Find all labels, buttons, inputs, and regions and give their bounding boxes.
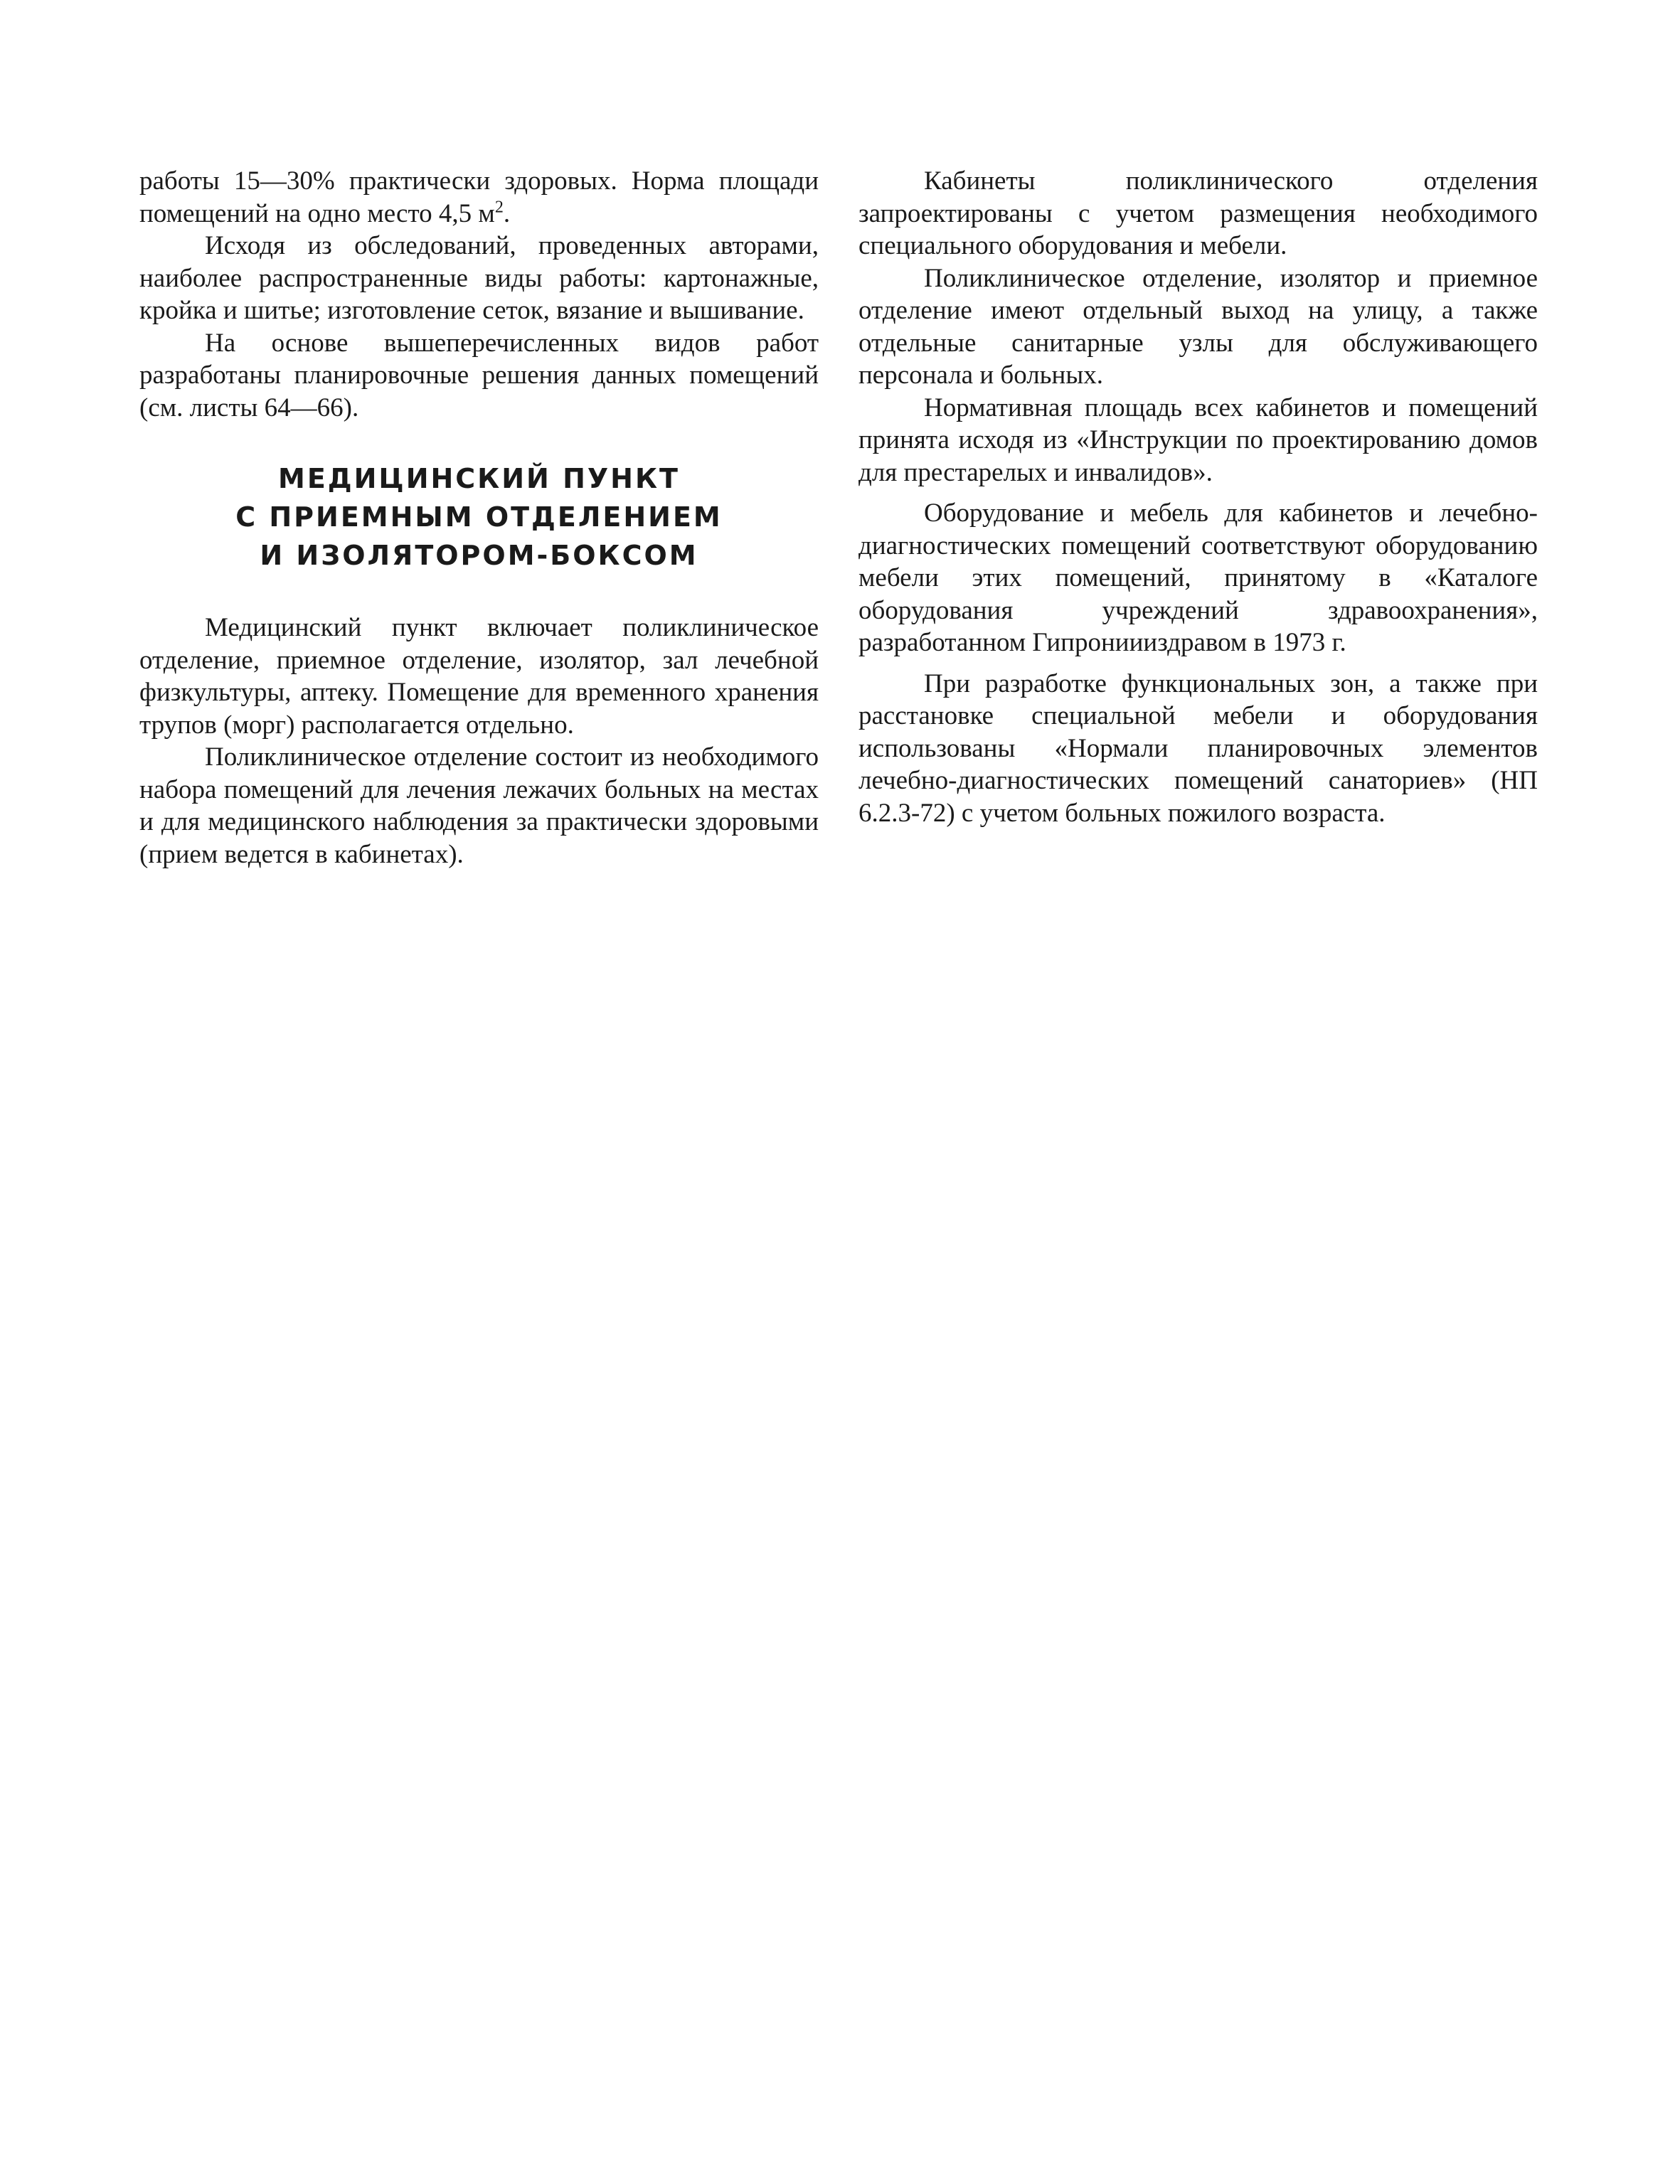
paragraph-normative-area: Нормативная площадь всех кабинетов и помещений принята исходя из «Инструкции по проектированию домов для престарелых и инвалидов». [858,393,1538,487]
left-column [139,165,819,870]
paragraph-work-types: Исходя из обследований, проведенных авторами, наиболее распространенные виды работы: картонажные, кройка и шитье; изготовление сеток, вязание и вышивание. [139,231,819,325]
paragraph-functional-zones: При разработке функциональных зон, а также при расстановке специальной мебели и оборудования использованы «Нормали планировочных элементов лечебно-диагностических помещений санаториев» (НП 6.2.3-72) с учетом больных пожилого возраста. [858,668,1538,828]
right-column [858,165,1538,829]
section-heading-line-3: И ИЗОЛЯТОРОМ-БОКСОМ [260,540,698,571]
paragraph-exits: Поликлиническое отделение, изолятор и приемное отделение имеют отдельный выход на улицу, а также отдельные санитарные узлы для обслуживающего персонала и больных. [858,263,1538,390]
section-heading-line-1: МЕДИЦИНСКИЙ ПУНКТ [278,463,680,494]
paragraph-planning-solutions: На основе вышеперечисленных видов работ разработаны планировочные решения данных помещений (см. листы 64—66). [139,328,819,422]
superscript-two: 2 [494,198,504,217]
paragraph-norm-area-end: . [503,198,511,228]
paragraph-norm-area [139,165,819,230]
paragraph-medical-point: Медицинский пункт включает поликлиническое отделение, приемное отделение, изолятор, зал лечебной физкультуры, аптеку. Помещение для временного хранения трупов (морг) располагается отдельно. [139,613,819,740]
section-heading [139,459,819,575]
paragraph-norm-area-text: работы 15—30% практически здоровых. Норма площади помещений на одно место 4,5 м [139,166,819,228]
paragraph-polyclinic-rooms: Поликлиническое отделение состоит из необходимого набора помещений для лечения лежачих больных на местах и для медицинского наблюдения за практически здоровыми (прием ведется в кабинетах). [139,742,819,869]
section-heading-line-2: С ПРИЕМНЫМ ОТДЕЛЕНИЕМ [235,501,723,533]
paragraph-equipment: Оборудование и мебель для кабинетов и лечебно-диагностических помещений соответствуют оборудованию мебели этих помещений, принятому в «Каталоге оборудования учреждений здравоохранения», разработанном Гипрониииздравом в 1973 г. [858,499,1538,657]
paragraph-cabinets: Кабинеты поликлинического отделения запроектированы с учетом размещения необходимого специального оборудования и мебели. [858,166,1538,260]
